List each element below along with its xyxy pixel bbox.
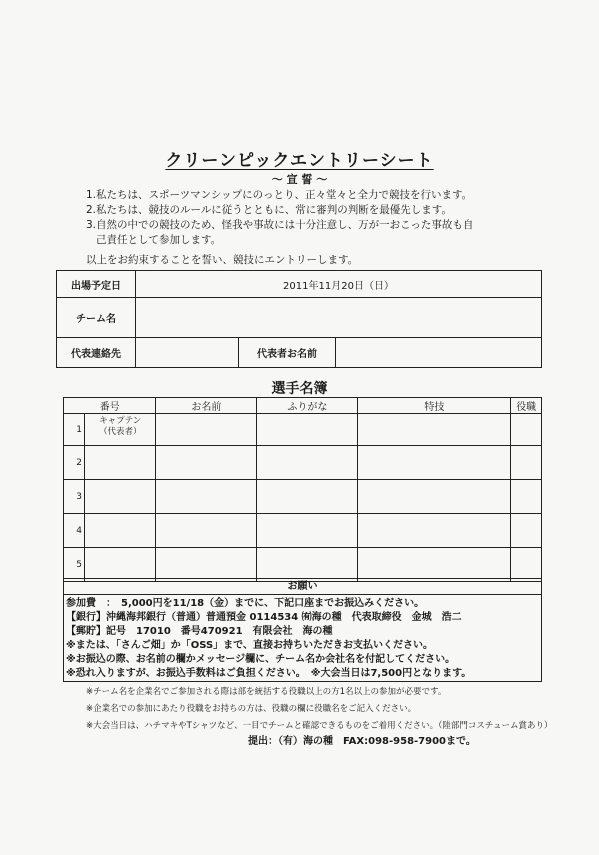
captain-label: キャプテン: [99, 416, 142, 426]
notice-line: ※お振込の際、お名前の欄かメッセージ欄に、チーム名か会社名を付記してください。: [66, 654, 456, 665]
page-title: [0, 146, 599, 171]
role-cell[interactable]: [85, 548, 156, 582]
role-cell[interactable]: [85, 480, 156, 514]
furigana-cell[interactable]: [257, 446, 358, 480]
captain-cell: [85, 414, 156, 446]
fee-line: 参加費 ： 5,000円を11/18（金）までに、下記口座までお振込みください。: [66, 598, 425, 609]
row-number: 1: [64, 414, 85, 446]
position-cell[interactable]: [511, 514, 542, 548]
date-value[interactable]: 2011年11月20日（日）: [136, 271, 542, 298]
oath-line-2: 2.私たちは、競技のルールに従うとともに、常に審判の判断を最優先します。: [86, 204, 452, 216]
role-cell[interactable]: [85, 514, 156, 548]
notice-body: [64, 595, 541, 681]
notice-line: ※恐れ入りますが、お振込手数料はご負担ください。 ※大会当日は7,500円となります。: [66, 668, 472, 679]
row-number: 3: [64, 480, 85, 514]
submit-info: 提出：（有）海の種 FAX:098-958-7900まで。: [248, 736, 476, 747]
notice-line: ※または、「さんご畑」か「OSS」まで、直接お持ちいただきお支払いください。: [66, 640, 433, 651]
contact-label: 代表連絡先: [57, 338, 136, 368]
rep-field[interactable]: [336, 338, 542, 368]
team-label: チーム名: [57, 298, 136, 338]
promise-text: 以上をお約束することを誓い、競技にエントリーします。: [86, 254, 359, 266]
skill-cell[interactable]: [358, 446, 511, 480]
position-cell[interactable]: [511, 480, 542, 514]
position-cell[interactable]: [511, 548, 542, 582]
furigana-cell[interactable]: [257, 548, 358, 582]
captain-sublabel: （代表者）: [98, 427, 142, 437]
header-number: 番号: [64, 398, 156, 414]
table-row: [64, 548, 542, 582]
skill-cell[interactable]: [358, 548, 511, 582]
name-cell[interactable]: [156, 414, 257, 446]
row-number: 2: [64, 446, 85, 480]
oath-text: [86, 188, 526, 248]
position-cell[interactable]: [511, 414, 542, 446]
bank-line: 【銀行】沖縄海邦銀行（普通）普通預金 0114534 ㈲海の種 代表取締役 金城 浩二: [66, 612, 462, 623]
rep-label: 代表者お名前: [239, 338, 336, 368]
footnotes: [86, 684, 553, 735]
postal-line: 【郵貯】記号 17010 番号470921 有限会社 海の種: [66, 626, 333, 637]
furigana-cell[interactable]: [257, 480, 358, 514]
table-row: [64, 480, 542, 514]
roster-title: 選手名簿: [271, 381, 328, 397]
header-furigana: ふりがな: [257, 398, 358, 414]
footnote: ※企業名での参加にあたり役職をお持ちの方は、役職の欄に役職名をご記入ください。: [86, 704, 417, 714]
furigana-cell[interactable]: [257, 414, 358, 446]
position-cell[interactable]: [511, 446, 542, 480]
contact-field[interactable]: [136, 338, 239, 368]
header-skill: 特技: [358, 398, 511, 414]
header-name: お名前: [156, 398, 257, 414]
header-position: 役職: [511, 398, 542, 414]
name-cell[interactable]: [156, 446, 257, 480]
date-label: 出場予定日: [57, 271, 136, 298]
entry-info-table: [56, 270, 542, 368]
table-row: [64, 414, 542, 446]
roster-table: [63, 397, 542, 582]
table-row: [64, 514, 542, 548]
name-cell[interactable]: [156, 548, 257, 582]
oath-line-1: 1.私たちは、スポーツマンシップにのっとり、正々堂々と全力で競技を行います。: [86, 189, 473, 201]
skill-cell[interactable]: [358, 480, 511, 514]
skill-cell[interactable]: [358, 414, 511, 446]
name-cell[interactable]: [156, 480, 257, 514]
footnote: ※大会当日は、ハチマキやTシャツなど、一目でチームと確認できるものをご着用ください。（陸部門コスチューム賞あり）: [86, 721, 553, 731]
table-row: [64, 446, 542, 480]
notice-heading: お願い: [64, 579, 541, 595]
skill-cell[interactable]: [358, 514, 511, 548]
name-cell[interactable]: [156, 514, 257, 548]
furigana-cell[interactable]: [257, 514, 358, 548]
row-number: 5: [64, 548, 85, 582]
page-title-text: クリーンピックエントリーシート: [165, 151, 434, 171]
oath-heading: ～ 宣 誓 ～: [271, 173, 328, 186]
team-field[interactable]: [136, 298, 542, 338]
oath-line-4: 己責任として参加します。: [96, 234, 222, 246]
notice-box: [63, 578, 542, 682]
footnote: ※チーム名を企業名でご参加される際は部を統括する役職以上の方1名以上の参加が必要です。: [86, 687, 447, 697]
role-cell[interactable]: [85, 446, 156, 480]
oath-line-3: 3.自然の中での競技のため、怪我や事故には十分注意し、万が一おこった事故も自: [86, 219, 474, 231]
row-number: 4: [64, 514, 85, 548]
